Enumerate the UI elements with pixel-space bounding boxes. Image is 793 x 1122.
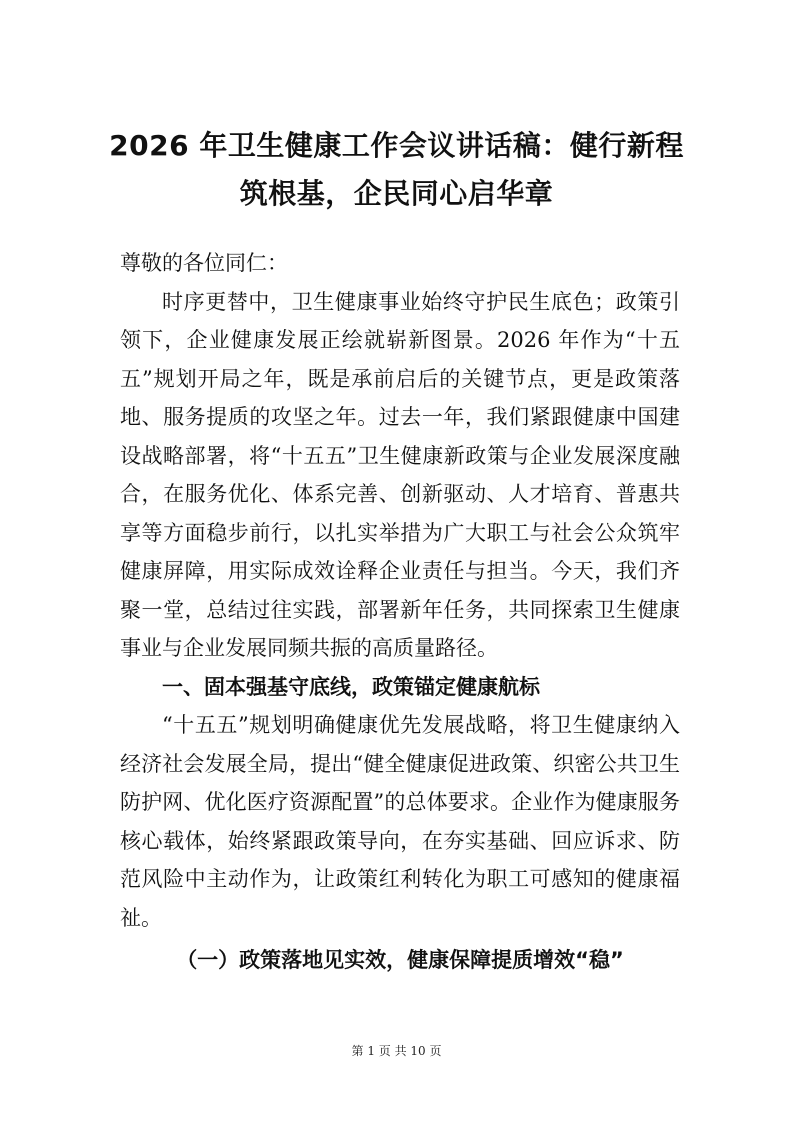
salutation: 尊敬的各位同仁：	[120, 251, 288, 275]
title-line-2: 筑根基，企民同心启华章	[239, 177, 554, 210]
paragraph-intro: 时序更替中，卫生健康事业始终守护民生底色；政策引领下，企业健康发展正绘就崭新图景。2026 年作为“十五五”规划开局之年，既是承前启后的关键节点，更是政策落地、服务提质的攻坚之年。过去一年，我们紧跟健康中国建设战略部署，将“十五五”卫生健康新政策与企业发展深度融合，在服务优化、体系完善、创新驱动、人才培育、普惠共享等方面稳步前行，以扎实举措为广大职工与社会公众筑牢健康屏障，用实际成效诠释企业责任与担当。今天，我们齐聚一堂，总结过往实践，部署新年任务，共同探索卫生健康事业与企业发展同频共振的高质量路径。	[120, 289, 680, 660]
section-heading-1: 一、固本强基守底线，政策锚定健康航标	[162, 674, 540, 699]
document-title	[100, 122, 693, 218]
subsection-heading-1: （一）政策落地见实效，健康保障提质增效“稳”	[176, 948, 624, 972]
page-footer: 第 1 页 共 10 页	[351, 1044, 442, 1058]
document-body	[120, 244, 680, 980]
title-line-1: 2026 年卫生健康工作会议讲话稿：健行新程	[109, 129, 684, 162]
paragraph-section-1: “十五五”规划明确健康优先发展战略，将卫生健康纳入经济社会发展全局，提出“健全健康促进政策、织密公共卫生防护网、优化医疗资源配置”的总体要求。企业作为健康服务核心载体，始终紧跟政策导向，在夯实基础、回应诉求、防范风险中主动作为，让政策红利转化为职工可感知的健康福祉。	[120, 713, 680, 930]
